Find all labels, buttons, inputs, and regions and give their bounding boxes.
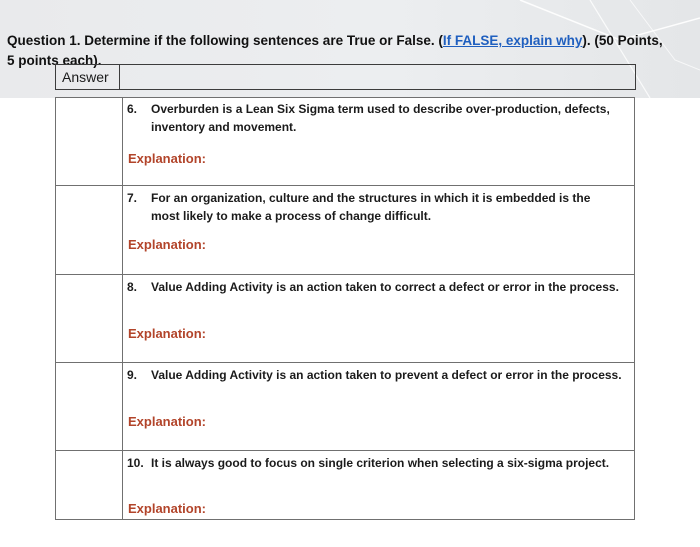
table-row [56,185,634,274]
statement-text: Value Adding Activity is an action taken to correct a defect or error in the process. [151,280,619,294]
question-prefix: Question 1. Determine if the following sentences are True or False. ( [7,33,443,48]
answer-cell[interactable] [56,98,123,185]
question-suffix: ). (50 Points, 5 points each). [7,33,663,68]
statement [127,366,622,384]
answer-cell[interactable] [56,275,123,362]
question-highlight: If FALSE, explain why [442,33,583,48]
statement [127,278,622,296]
answer-cell[interactable] [56,363,123,450]
statement-number: 8. [127,280,138,294]
explanation-label: Explanation: [128,414,207,429]
table-row [56,274,634,362]
statement-text: It is always good to focus on single criterion when selecting a six-sigma project. [151,456,610,470]
table-row [56,450,634,520]
question-table [55,97,635,520]
statement [127,100,622,136]
statement-number: 10. [127,456,144,470]
statement-number: 7. [127,191,138,205]
explanation-label: Explanation: [128,501,207,516]
statement-text: Value Adding Activity is an action taken to prevent a defect or error in the process. [151,368,622,382]
statement-text: Overburden is a Lean Six Sigma term used to describe over-production, defects, inventory and movement. [151,102,610,134]
statement-number: 9. [127,368,138,382]
statement [127,454,622,472]
explanation-label: Explanation: [128,326,207,341]
statement-text: For an organization, culture and the structures in which it is embedded is the most likely to make a process of change difficult. [151,191,591,223]
answer-cell[interactable] [56,451,123,520]
explanation-label: Explanation: [128,237,207,252]
explanation-label: Explanation: [128,151,207,166]
answer-header-cell: Answer [56,65,120,89]
answer-cell[interactable] [56,186,123,274]
statement-number: 6. [127,102,138,116]
table-row [56,98,634,185]
statement [127,189,622,225]
table-row [56,362,634,450]
answer-header-row [55,64,636,90]
